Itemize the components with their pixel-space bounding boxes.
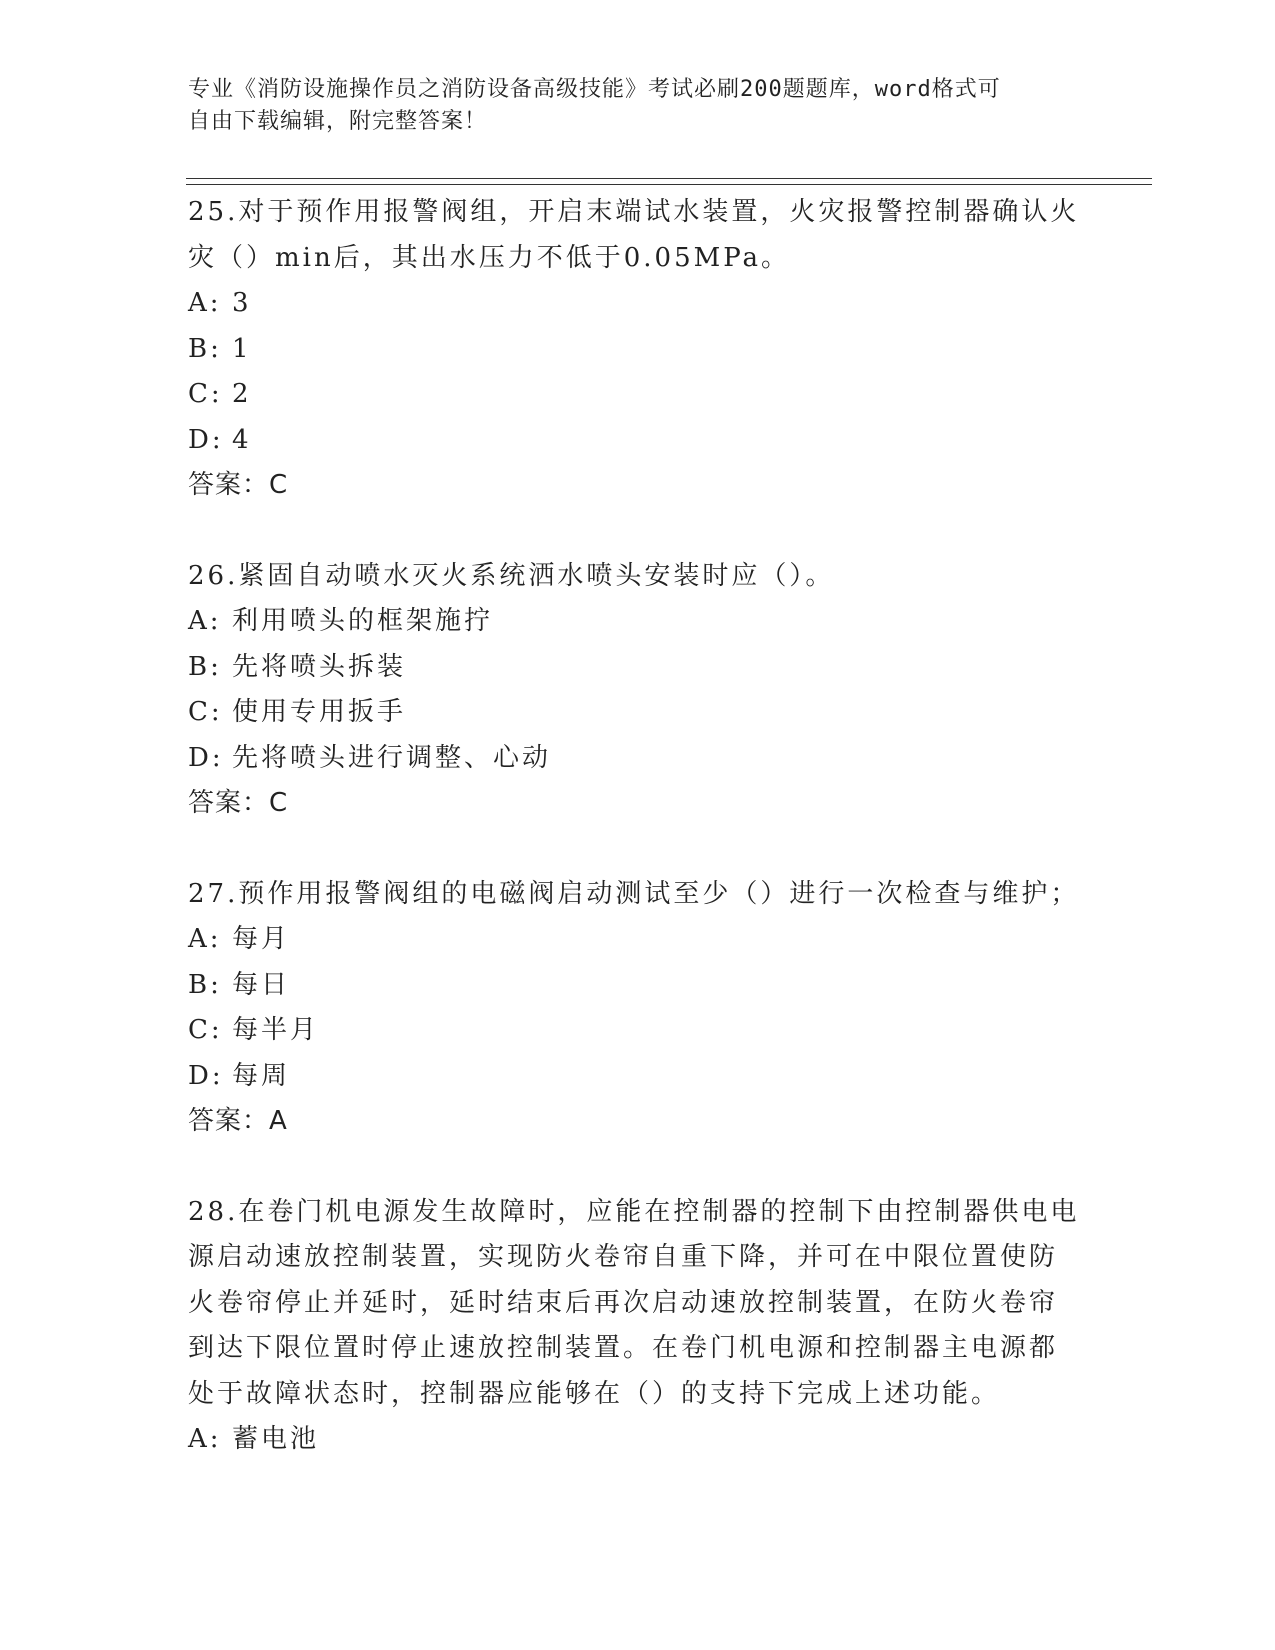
option-key: C: xyxy=(188,1015,223,1045)
option-text: 利用喷头的框架施拧 xyxy=(232,606,494,636)
option-key: B: xyxy=(188,651,222,682)
question-28 xyxy=(188,1190,1088,1463)
option-text: 先将喷头拆装 xyxy=(232,651,407,682)
header-line-1: 专业《消防设施操作员之消防设备高级技能》考试必刷200题题库，word格式可 xyxy=(188,77,1001,102)
option-key: A: xyxy=(188,606,222,636)
option-d xyxy=(188,736,1088,782)
option-c xyxy=(188,690,1088,736)
question-27 xyxy=(188,872,1088,1145)
question-stem-line: 26.紧固自动喷水灭火系统洒水喷头安装时应（）。 xyxy=(188,560,835,591)
option-text: 每日 xyxy=(232,969,291,1000)
question-spacer xyxy=(188,1145,1088,1190)
question-spacer xyxy=(188,827,1088,872)
option-d xyxy=(188,418,1088,464)
question-stem-line: 火卷帘停止并延时，延时结束后再次启动速放控制装置，在防火卷帘 xyxy=(188,1287,1059,1318)
question-stem-line: 28.在卷门机电源发生故障时，应能在控制器的控制下由控制器供电电 xyxy=(188,1196,1080,1227)
option-c xyxy=(188,1008,1088,1054)
header-divider-top xyxy=(186,178,1152,179)
question-stem xyxy=(188,190,1088,281)
option-b xyxy=(188,645,1088,691)
option-key: D: xyxy=(188,1060,224,1091)
option-key: C: xyxy=(188,379,223,409)
question-stem-line: 27.预作用报警阀组的电磁阀启动测试至少（）进行一次检查与维护； xyxy=(188,878,1080,909)
option-a xyxy=(188,917,1088,963)
option-text: 蓄电池 xyxy=(232,1424,320,1454)
question-26 xyxy=(188,554,1088,827)
option-text: 先将喷头进行调整、心动 xyxy=(232,742,552,773)
question-stem-line: 25.对于预作用报警阀组，开启末端试水装置，火灾报警控制器确认火 xyxy=(188,197,1080,227)
question-stem-line: 到达下限位置时停止速放控制装置。在卷门机电源和控制器主电源都 xyxy=(188,1333,1059,1363)
option-key: C: xyxy=(188,697,223,727)
document-header xyxy=(188,74,1088,138)
option-text: 使用专用扳手 xyxy=(232,697,407,727)
option-c xyxy=(188,372,1088,418)
header-line-2: 自由下载编辑，附完整答案！ xyxy=(188,109,488,134)
option-a xyxy=(188,1417,1088,1463)
answer-line: 答案：A xyxy=(188,1106,288,1136)
option-text: 1 xyxy=(232,333,252,364)
option-a xyxy=(188,599,1088,645)
option-text: 4 xyxy=(232,424,252,455)
question-stem-line: 源启动速放控制装置，实现防火卷帘自重下降，并可在中限位置使防 xyxy=(188,1242,1059,1272)
question-25 xyxy=(188,190,1088,509)
option-key: B: xyxy=(188,969,222,1000)
option-key: D: xyxy=(188,742,224,773)
option-key: A: xyxy=(188,1424,222,1454)
option-text: 2 xyxy=(232,379,252,409)
question-stem-line: 灾（）min后，其出水压力不低于0.05MPa。 xyxy=(188,242,791,273)
question-list xyxy=(188,190,1088,1463)
option-b xyxy=(188,327,1088,373)
option-text: 每周 xyxy=(232,1060,291,1091)
answer-line: 答案：C xyxy=(188,788,289,818)
option-text: 3 xyxy=(232,288,252,318)
question-stem xyxy=(188,872,1088,918)
question-spacer xyxy=(188,509,1088,554)
option-key: D: xyxy=(188,424,224,455)
option-text: 每半月 xyxy=(232,1015,320,1045)
option-b xyxy=(188,963,1088,1009)
question-stem xyxy=(188,554,1088,600)
option-key: A: xyxy=(188,924,222,954)
option-key: B: xyxy=(188,333,222,364)
option-key: A: xyxy=(188,288,222,318)
question-stem xyxy=(188,1190,1088,1418)
answer-line: 答案：C xyxy=(188,470,289,500)
option-a xyxy=(188,281,1088,327)
header-divider-bottom xyxy=(186,184,1152,185)
option-d xyxy=(188,1054,1088,1100)
question-stem-line: 处于故障状态时，控制器应能够在（）的支持下完成上述功能。 xyxy=(188,1378,1001,1409)
option-text: 每月 xyxy=(232,924,291,954)
